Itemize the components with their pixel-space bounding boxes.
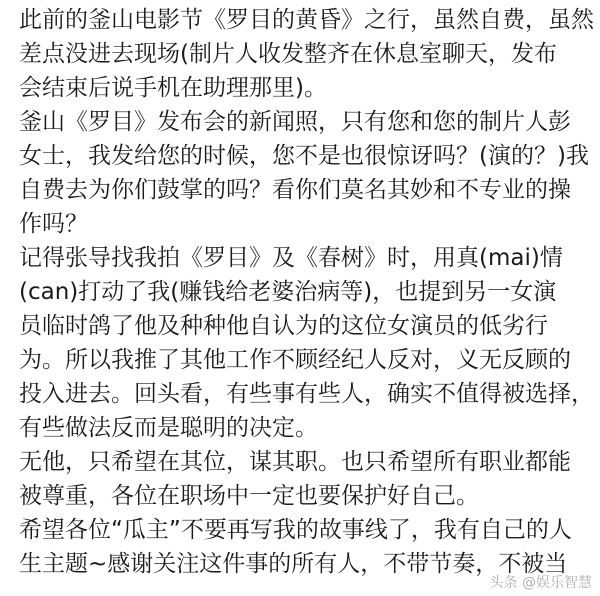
- text-line: 无他，只希望在其位，谋其职。也只希望所有职业都能: [19, 449, 571, 475]
- watermark: 头条 @娱乐智慧: [489, 575, 592, 591]
- text-line: 被尊重，各位在职场中一定也要保护好自己。: [19, 483, 479, 509]
- text-line: 自费去为你们鼓掌的吗？看你们莫名其妙和不专业的操: [19, 177, 571, 203]
- text-line: 有些做法反而是聪明的决定。: [19, 415, 318, 441]
- text-line: 员临时鸽了他及种种他自认为的这位女演员的低劣行: [19, 313, 548, 339]
- text-line: 希望各位“瓜主”不要再写我的故事线了，我有自己的人: [19, 517, 572, 543]
- text-line: (can)打动了我(赚钱给老婆治病等)，也提到另一女演: [19, 279, 557, 305]
- text-line: 为。所以我推了其他工作不顾经纪人反对，义无反顾的: [19, 347, 571, 373]
- text-line: 此前的釜山电影节《罗目的黄昏》之行，虽然自费，虽然: [19, 7, 594, 33]
- text-line: 投入进去。回头看，有些事有些人，确实不值得被选择，: [19, 381, 594, 407]
- text-line: 记得张导找我拍《罗目》及《春树》时，用真(mai)情: [19, 245, 563, 271]
- text-line: 釜山《罗目》发布会的新闻照，只有您和您的制片人彭: [19, 109, 571, 135]
- text-line: 差点没进去现场(制片人收发整齐在休息室聊天，发布: [19, 41, 557, 67]
- text-line: 作吗？: [19, 211, 88, 237]
- text-line: 女士，我发给您的时候，您不是也很惊讶吗？(演的？)我: [19, 143, 589, 169]
- text-line: 会结束后说手机在助理那里)。: [19, 75, 327, 101]
- text-line: 生主题~感谢关注这件事的所有人，不带节奏，不被当: [19, 551, 568, 577]
